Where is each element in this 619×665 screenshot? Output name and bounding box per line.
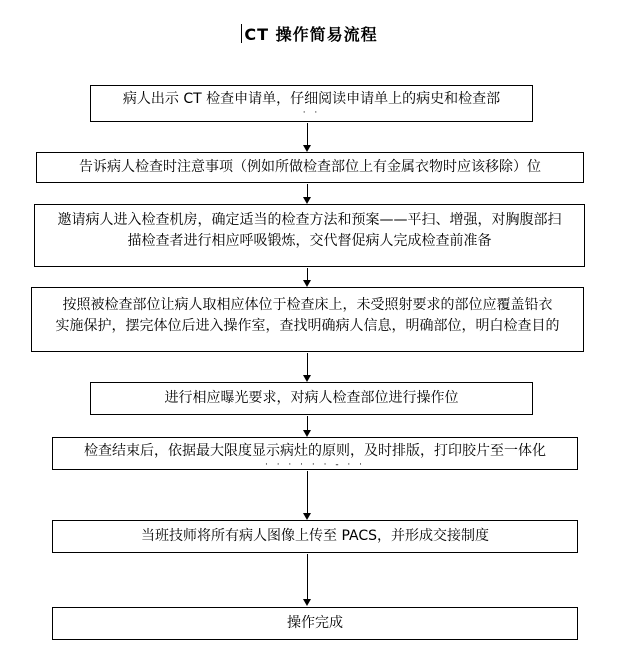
page-title [0, 22, 619, 45]
flow-step-exposure [90, 382, 533, 415]
arrow-down-icon [303, 184, 312, 204]
arrow-down-icon [303, 268, 312, 287]
step-text: 按照被检查部位让病人取相应体位于检查床上，未受照射要求的部位应覆盖铅衣 [62, 297, 553, 313]
flow-step-print-film [52, 437, 578, 470]
step-text: 检查结束后，依据最大限度显示病灶的原则，及时排版，打印胶片至一体化 [84, 443, 546, 459]
step-text: 告诉病人检查时注意事项（例如所做检查部位上有金属衣物时应该移除）位 [79, 159, 541, 175]
arrow-down-icon [303, 554, 312, 606]
arrow-down-icon [303, 416, 312, 437]
flow-step-invite-into-room [34, 204, 585, 267]
step-text: 邀请病人进入检查机房，确定适当的检查方法和预案——平扫、增强，对胸腹部扫 [57, 212, 562, 228]
clipped-text-hint: · · [302, 110, 321, 117]
flow-step-upload-pacs [52, 520, 578, 553]
arrow-down-icon [303, 123, 312, 152]
arrow-down-icon [303, 353, 312, 382]
text-cursor [241, 24, 242, 43]
flow-step-done [52, 607, 578, 640]
step-text: 进行相应曝光要求，对病人检查部位进行操作位 [164, 390, 459, 406]
step-text: 操作完成 [287, 615, 343, 631]
arrow-down-icon [303, 471, 312, 520]
clipped-text-hint: · · · · · · ‐ · · [264, 462, 366, 469]
step-text: 当班技师将所有病人图像上传至 PACS，并形成交接制度 [141, 528, 489, 544]
flow-step-tell-precautions [36, 152, 584, 183]
step-text: 实施保护，摆完体位后进入操作室，查找明确病人信息，明确部位，明白检查目的 [55, 318, 560, 334]
step-text: 病人出示 CT 检查申请单，仔细阅读申请单上的病史和检查部 [122, 91, 501, 107]
page-title-text: CT 操作简易流程 [244, 25, 378, 44]
flow-step-positioning [31, 287, 584, 352]
step-text: 描检查者进行相应呼吸锻炼，交代督促病人完成检查前准备 [127, 233, 492, 249]
flow-step-show-request-form [90, 85, 533, 122]
